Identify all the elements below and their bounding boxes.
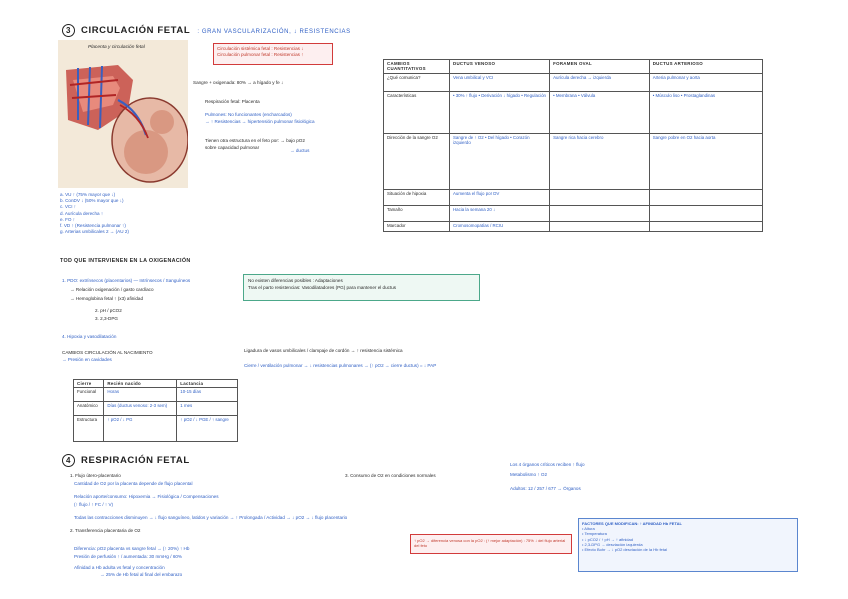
row-label: Marcador — [384, 221, 450, 231]
table-header-row — [384, 60, 763, 74]
o2-line-1: Los 4 órganos críticos reciben ↑ flujo — [510, 462, 585, 467]
table-header: CAMBIOS CUANTITATIVOS — [384, 60, 450, 74]
table-header: Cierre — [74, 380, 104, 388]
resp-line-9: Afinidad a Hb adulta vs fetal y concentración — [74, 565, 165, 570]
blue-box-line: • Altura — [582, 526, 595, 532]
birth-changes-heading: CAMBIOS CIRCULACIÓN AL NACIMIENTO — [62, 350, 153, 355]
list-item: d. Aurícula derecha ↑ — [60, 210, 104, 216]
placenta-fetus-drawing — [58, 40, 188, 188]
table-header: Recién nacido — [104, 380, 177, 388]
mid-line-3: → Hemoglobina fetal ↑ (x3) afinidad — [70, 296, 144, 301]
table-header: FORAMEN OVAL — [550, 60, 650, 74]
table-cell — [550, 221, 650, 231]
birth-change-b: Cierre / ventilación pulmonar → ↓ resistencias pulmonares → (↑ pO2 → cierre ductus) = ↓ PAP — [244, 363, 437, 368]
table-cell: Anatómico — [74, 402, 104, 416]
list-item: a. VU ↑ (75% mayor que ↓) — [60, 192, 116, 197]
table-cell: 1 mes — [177, 402, 238, 416]
table-cell: • Membrana • Válvula — [550, 91, 650, 133]
table-cell — [550, 205, 650, 221]
resp-line-8: Presión de perfusión ↑ / aumentada: 30 mmHg / 60% — [74, 554, 183, 559]
section-number: 4 — [62, 454, 75, 467]
mid-line-1: 1. PDO: extrínsecos (placentarios) — Intrínsecos / Sanguíneos — [62, 278, 191, 283]
section-title: CIRCULACIÓN FETAL — [81, 25, 191, 36]
resp-line-6: 2. Transferencia placentaria de O2 — [70, 528, 141, 533]
row-label: Características — [384, 91, 450, 133]
section-number: 3 — [62, 24, 75, 37]
green-line-2: Tras el parto resistencias: Vasodilatadores (PG) para mantener el ductus — [248, 285, 397, 291]
table-cell — [550, 189, 650, 205]
red-box2-text: ↑ pO2 → diferencia venosa con la pO2 : (↑ mejor adaptación) : 75% ↓ del flujo arterial del feto — [414, 538, 566, 549]
table-row — [384, 133, 763, 189]
table-cell: Sangre de ↑ O2 • Del hígado • Corazón izquierdo — [449, 133, 549, 189]
table-cell: • Músculo liso • Prostaglandinas — [649, 91, 762, 133]
red-box-line1: Circulación sistémica fetal : Resistencias ↓ — [217, 46, 304, 51]
list-item: c. VCI ↑ — [60, 204, 77, 210]
fetal-circuit-list — [60, 192, 129, 235]
table-row — [384, 189, 763, 205]
table-cell: Hacia la semana 20 ↓ — [449, 205, 549, 221]
blue-box-line: • ↓ pCO2 / ↑ pH → ↑ afinidad — [582, 536, 633, 542]
row-label: ¿Qué comunica? — [384, 73, 450, 91]
table-row — [384, 221, 763, 231]
affinity-blue-box — [578, 518, 798, 572]
blue-box-line: • 2,3-DPG → desviación izquierda — [582, 541, 643, 547]
note-3: Pulmones: No funcionantes (encharcados) — [205, 112, 292, 117]
section-title: RESPIRACIÓN FETAL — [81, 455, 190, 466]
oxygenation-heading: TOD QUE INTERVIENEN EN LA OXIGENACIÓN — [60, 258, 191, 264]
blue-box-line: • Temperatura — [582, 531, 607, 537]
table-cell: 10-15 días — [177, 388, 238, 402]
table-cell: Horas — [104, 388, 177, 402]
green-line-1: No existen diferencias posibles : Adaptaciones — [248, 278, 343, 283]
table-cell: Funcional — [74, 388, 104, 402]
table-row — [74, 416, 238, 442]
section-3-header — [62, 24, 351, 37]
table-cell: Arteria pulmonar y aorta — [649, 73, 762, 91]
table-cell: Vena umbilical y VCI — [449, 73, 549, 91]
resp-line-1: 1. Flujo útero-placentario — [70, 473, 121, 478]
table-cell: • 30% ↑ flujo • Derivación ↓ hígado • Regulación — [449, 91, 549, 133]
resp-line-3: Relación aporte/consumo: Hipoxemia → Fisiológica / Compensaciones — [74, 494, 219, 499]
list-item: b. ConDV ↓ (50% mayor que ↓) — [60, 198, 124, 204]
table-header-row — [74, 380, 238, 388]
table-cell: Sangre pobre en O2 hacia aorta — [649, 133, 762, 189]
table-cell: Aurícula derecha → izquierda — [550, 73, 650, 91]
resp-line-10: → 25% de Hb fetal al final del embarazo — [100, 572, 183, 577]
row-label: Situación de hipoxia — [384, 189, 450, 205]
section-4-header — [62, 454, 190, 467]
illustration-caption-text: Placenta y circulación fetal — [88, 45, 145, 50]
table-header: Lactancia — [177, 380, 238, 388]
section-subtitle: : GRAN VASCULARIZACIÓN, ↓ RESISTENCIAS — [197, 29, 351, 35]
table-row — [74, 402, 238, 416]
table-cell: ↑ pO2 / ↓ PG — [104, 416, 177, 442]
table-cell: Estructura — [74, 416, 104, 442]
table-cell: Sangre rica hacia cerebro — [550, 133, 650, 189]
list-item: g. Arterias umbilicales 2 → (AU 2) — [60, 229, 129, 235]
table-row — [74, 388, 238, 402]
table-cell: Cromosomopatías / RCIU — [449, 221, 549, 231]
list-item: e. FO ↑ — [60, 216, 76, 222]
table-row — [384, 91, 763, 133]
note-2: Respiración fetal: Placenta — [205, 99, 260, 104]
shunts-table — [383, 59, 763, 232]
mid-line-5: 3. 2,3-DPG — [95, 316, 118, 321]
table-cell: ↑ pO2 / ↓ PGE / ↑ sangre — [177, 416, 238, 442]
fetal-circulation-illustration — [58, 40, 188, 188]
table-cell — [649, 205, 762, 221]
o2-line-3: Adultos: 12 / 257 / 677 → Órganos — [510, 486, 581, 491]
note-7: → ductus — [290, 148, 310, 153]
table-header: DUCTUS VENOSO — [449, 60, 549, 74]
adaptation-green-box — [243, 274, 480, 301]
o2-red-box — [410, 534, 572, 554]
red-box-line2: Circulación pulmonar fetal : Resistencias ↑ — [217, 52, 304, 58]
table-row — [384, 205, 763, 221]
resp-line-5: Todas las contracciones disminuyen → ↓ flujo sanguíneo, latidos y variación → ↑ Prolongada / Actividad → ↓ pO2 → ↓ flujo placentario — [74, 515, 348, 520]
note-6: sobre capacidad pulmonar — [205, 145, 260, 150]
birth-changes-note: → Presión en cavidades — [62, 357, 112, 362]
row-label: Dirección de la sangre O2 — [384, 133, 450, 189]
closure-table — [73, 379, 238, 442]
table-row — [384, 73, 763, 91]
o2-consumption-title: 3. Consumo de O2 en condiciones normales — [345, 473, 436, 478]
o2-line-2: Metabolismo ↑ O2 — [510, 472, 548, 477]
resp-line-7: Diferencia: pO2 placenta vs sangre fetal → (↑ 20%) ↑ Hb — [74, 546, 190, 551]
note-4: → ↑ Resistencias → hipertensión pulmonar fisiológica — [205, 119, 315, 124]
note-5: Tienen otra estructura en el feto por: → bajo pO2 — [205, 138, 305, 143]
table-cell — [649, 221, 762, 231]
mid-line-4: 2. pH / pCO2 — [95, 308, 122, 313]
resp-line-2: Cantidad de O2 por la placenta depende de flujo placental — [74, 481, 193, 486]
table-header: DUCTUS ARTERIOSO — [649, 60, 762, 74]
list-item: f. VD ↑ (Resistencia pulmonar ↑) — [60, 223, 126, 229]
mid-line-6: 4. Hipoxia y vasodilatación — [62, 334, 117, 339]
table-cell — [649, 189, 762, 205]
resp-line-4: (↑ flujo / ↑ FC / ↑ V) — [74, 502, 114, 507]
table-cell: Días (ductus venoso: 2-3 sem) — [104, 402, 177, 416]
mid-line-2: → Relación oxigenación / gasto cardíaco — [70, 287, 154, 292]
row-label: Tamaño — [384, 205, 450, 221]
blue-box-title: FACTORES QUE MODIFICAN: ↑ AFINIDAD Hb FETAL — [582, 521, 682, 526]
resistance-red-box — [213, 43, 333, 65]
table-cell: Aumenta el flujo por DV — [449, 189, 549, 205]
note-1: Sangre + oxigenada: 80% → a hígado y fe ↓ — [193, 80, 284, 85]
blue-box-line: • Efecto Bohr → ↓ pO2 desviación de la Hb fetal — [582, 547, 667, 553]
birth-change-a: Ligadura de vasos umbilicales / clampaje de cordón → ↑ resistencia sistémica — [244, 348, 403, 353]
